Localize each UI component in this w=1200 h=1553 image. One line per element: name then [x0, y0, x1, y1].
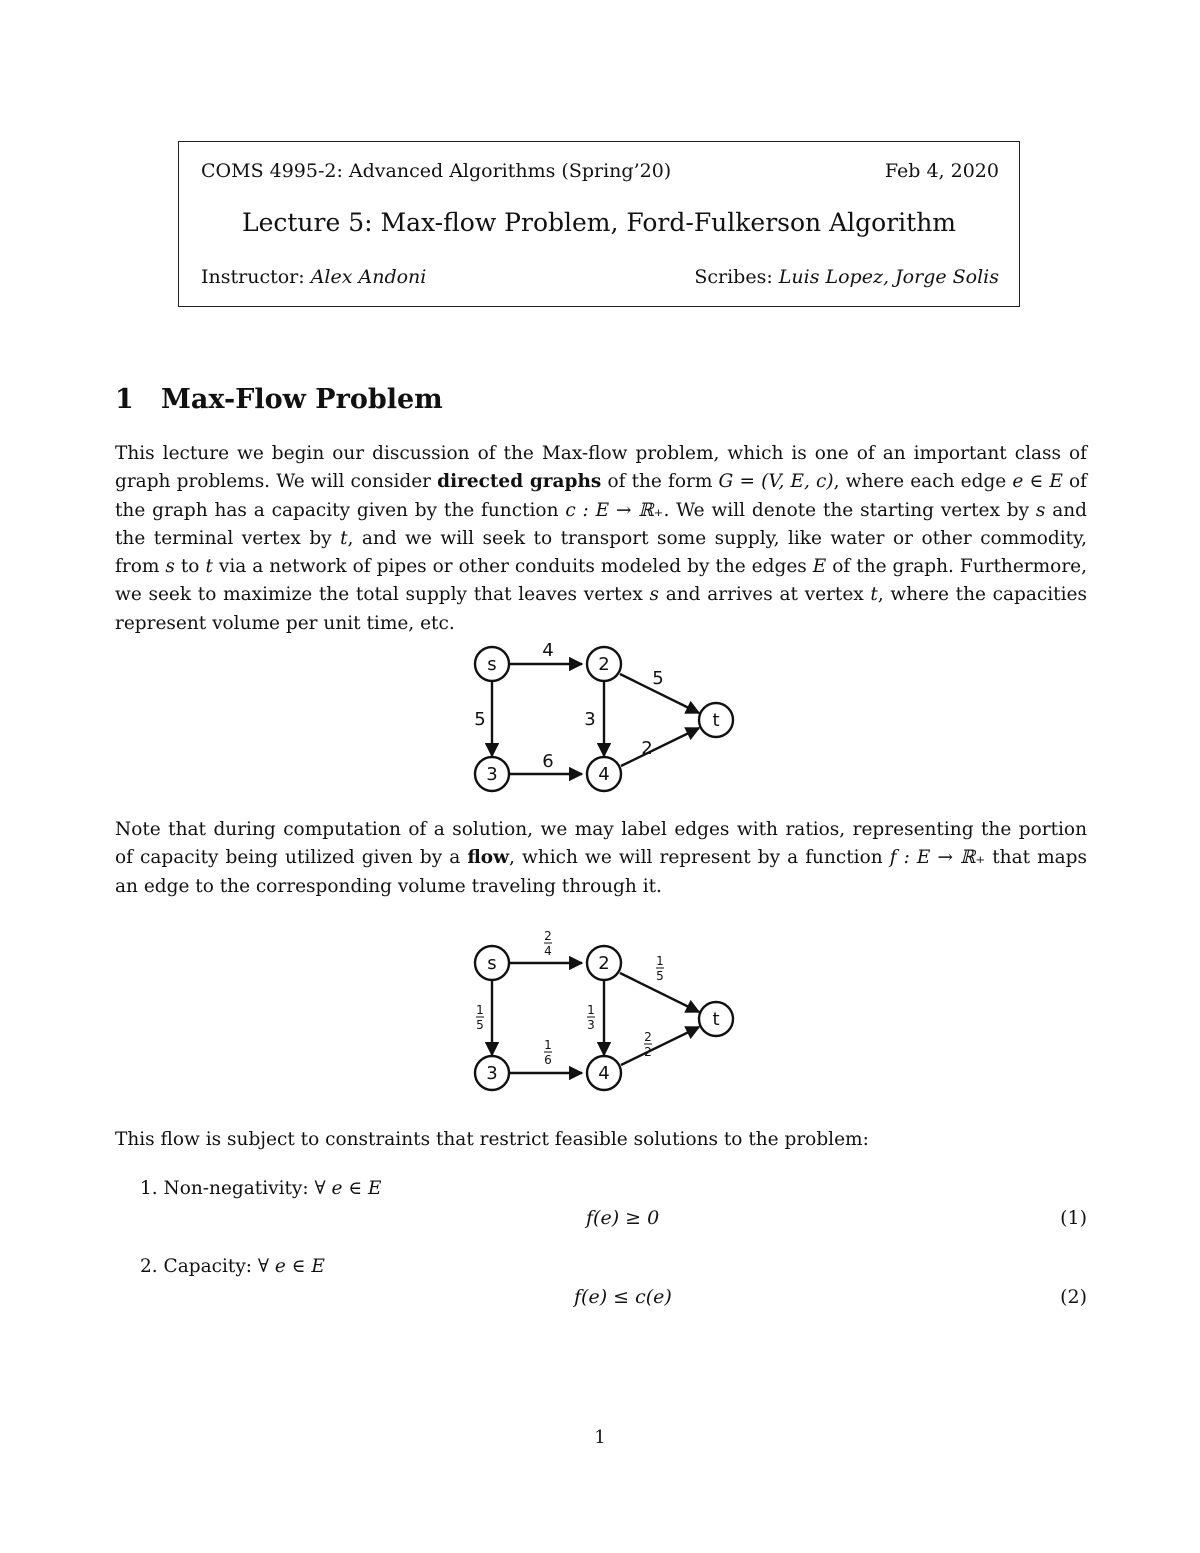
- flow-label-s-3-den: 5: [476, 1018, 484, 1032]
- capacity-graph: [460, 636, 750, 802]
- lecture-date: Feb 4, 2020: [884, 160, 999, 182]
- text-run: that maps an edge to the corresponding volume traveling through it.: [115, 847, 1088, 897]
- constraint-quantifier: ∀ e ∈ E: [257, 1256, 325, 1277]
- scribes-names: Luis Lopez, Jorge Solis: [778, 266, 999, 288]
- equation-number-2: (2): [1060, 1286, 1087, 1308]
- math-flow-function: f : E → ℝ₊: [889, 847, 986, 869]
- bold-term: directed graphs: [437, 471, 602, 493]
- text-run: and arrives at vertex: [659, 584, 871, 606]
- node-label-t: t: [712, 1009, 720, 1030]
- text-run: via a network of pipes or other conduits modeled by the edges: [212, 556, 813, 578]
- node-label-t: t: [712, 710, 720, 731]
- intro-paragraph: [115, 440, 1087, 638]
- text-run: , which we will represent by a function: [509, 847, 890, 869]
- page-number: 1: [594, 1427, 606, 1448]
- edge-label-2-t: 5: [652, 668, 664, 689]
- text-run: , where the capacities represent volume per unit time, etc.: [115, 584, 1087, 634]
- flow-label-3-4-den: 6: [544, 1053, 552, 1067]
- scribes-label: Scribes:: [694, 266, 779, 288]
- edge-4-t: [621, 1027, 699, 1065]
- math-graph: G = (V, E, c): [718, 471, 834, 493]
- math-edge: e ∈ E: [1012, 471, 1063, 493]
- equation-1: f(e) ≥ 0: [586, 1207, 660, 1229]
- edge-4-t: [621, 728, 699, 766]
- constraint-item-2: [140, 1256, 325, 1277]
- node-label-4: 4: [598, 1063, 610, 1084]
- constraint-label: Capacity:: [163, 1256, 258, 1277]
- equation-2: f(e) ≤ c(e): [574, 1286, 672, 1308]
- text-run: Note that during computation of a solution, we may label edges with ratios, representing the portion of capacity being utilized given by a: [115, 819, 1087, 869]
- math-capacity: c : E → ℝ₊: [565, 499, 664, 521]
- constraints-intro: This flow is subject to constraints that restrict feasible solutions to the problem:: [115, 1129, 869, 1150]
- text-run: of the form: [601, 471, 719, 493]
- edge-label-s-2: 4: [542, 640, 554, 661]
- list-marker: 1.: [140, 1178, 158, 1199]
- math-E: E: [812, 556, 827, 578]
- flow-label-2-4-num: 1: [587, 1003, 595, 1017]
- math-t: t: [205, 556, 213, 578]
- node-label-3: 3: [486, 1063, 498, 1084]
- flow-label-s-2-num: 2: [544, 930, 552, 943]
- edge-label-2-4: 3: [584, 709, 596, 730]
- text-run: , and we will seek to transport some supply, like water or other commodity, from: [115, 527, 1087, 578]
- math-s: s: [1035, 499, 1046, 521]
- section-title: Max-Flow Problem: [161, 384, 443, 415]
- node-label-3: 3: [486, 764, 498, 785]
- edge-label-4-t: 2: [641, 738, 653, 759]
- edge-label-s-3: 5: [474, 709, 486, 730]
- constraint-item-1: [140, 1178, 381, 1199]
- course-name: COMS 4995-2: Advanced Algorithms (Spring’20): [201, 160, 672, 182]
- math-t: t: [870, 584, 878, 606]
- flow-label-2-t-num: 1: [656, 954, 664, 968]
- section-heading: [115, 384, 443, 415]
- math-t: t: [340, 527, 348, 549]
- scribes: [694, 266, 999, 288]
- equation-number-1: (1): [1060, 1207, 1087, 1229]
- flow-graph: [460, 930, 750, 1096]
- text-run: . We will denote the starting vertex by: [663, 499, 1036, 521]
- edge-label-3-4: 6: [542, 751, 554, 772]
- text-run: of the graph. Furthermore, we seek to maximize the total supply that leaves vertex: [115, 556, 1087, 606]
- text-run: , where each edge: [833, 471, 1013, 493]
- text-run: This lecture we begin our discussion of the Max-flow problem, which is one of an important class of graph problems. We will consider: [115, 443, 1087, 493]
- instructor-label: Instructor:: [201, 266, 311, 288]
- flow-label-s-3-num: 1: [476, 1003, 484, 1017]
- text-run: to: [174, 556, 206, 578]
- flow-label-2-4-den: 3: [587, 1018, 595, 1032]
- math-s: s: [165, 556, 175, 578]
- node-label-4: 4: [598, 764, 610, 785]
- constraint-quantifier: ∀ e ∈ E: [314, 1178, 382, 1199]
- section-number: 1: [115, 384, 134, 415]
- flow-label-4-t-den: 2: [644, 1045, 652, 1059]
- text-run: of the graph has a capacity given by the function: [115, 471, 1087, 521]
- node-label-2: 2: [598, 953, 610, 974]
- math-s: s: [649, 584, 660, 606]
- text-run: and the terminal vertex by: [115, 499, 1088, 549]
- node-label-2: 2: [598, 654, 610, 675]
- bold-term: flow: [467, 847, 510, 869]
- constraint-label: Non-negativity:: [163, 1178, 315, 1199]
- node-label-s: s: [487, 654, 497, 675]
- lecture-title: Lecture 5: Max-flow Problem, Ford-Fulkerson Algorithm: [241, 208, 956, 237]
- flow-label-2-t-den: 5: [656, 969, 664, 983]
- list-marker: 2.: [140, 1256, 158, 1277]
- instructor: [201, 266, 426, 288]
- flow-paragraph: [115, 816, 1087, 901]
- node-label-s: s: [487, 953, 497, 974]
- flow-label-4-t-num: 2: [644, 1030, 652, 1044]
- flow-label-s-2-den: 4: [544, 944, 552, 958]
- lecture-header-box: [178, 141, 1020, 307]
- instructor-name: Alex Andoni: [310, 266, 427, 288]
- flow-label-3-4-num: 1: [544, 1038, 552, 1052]
